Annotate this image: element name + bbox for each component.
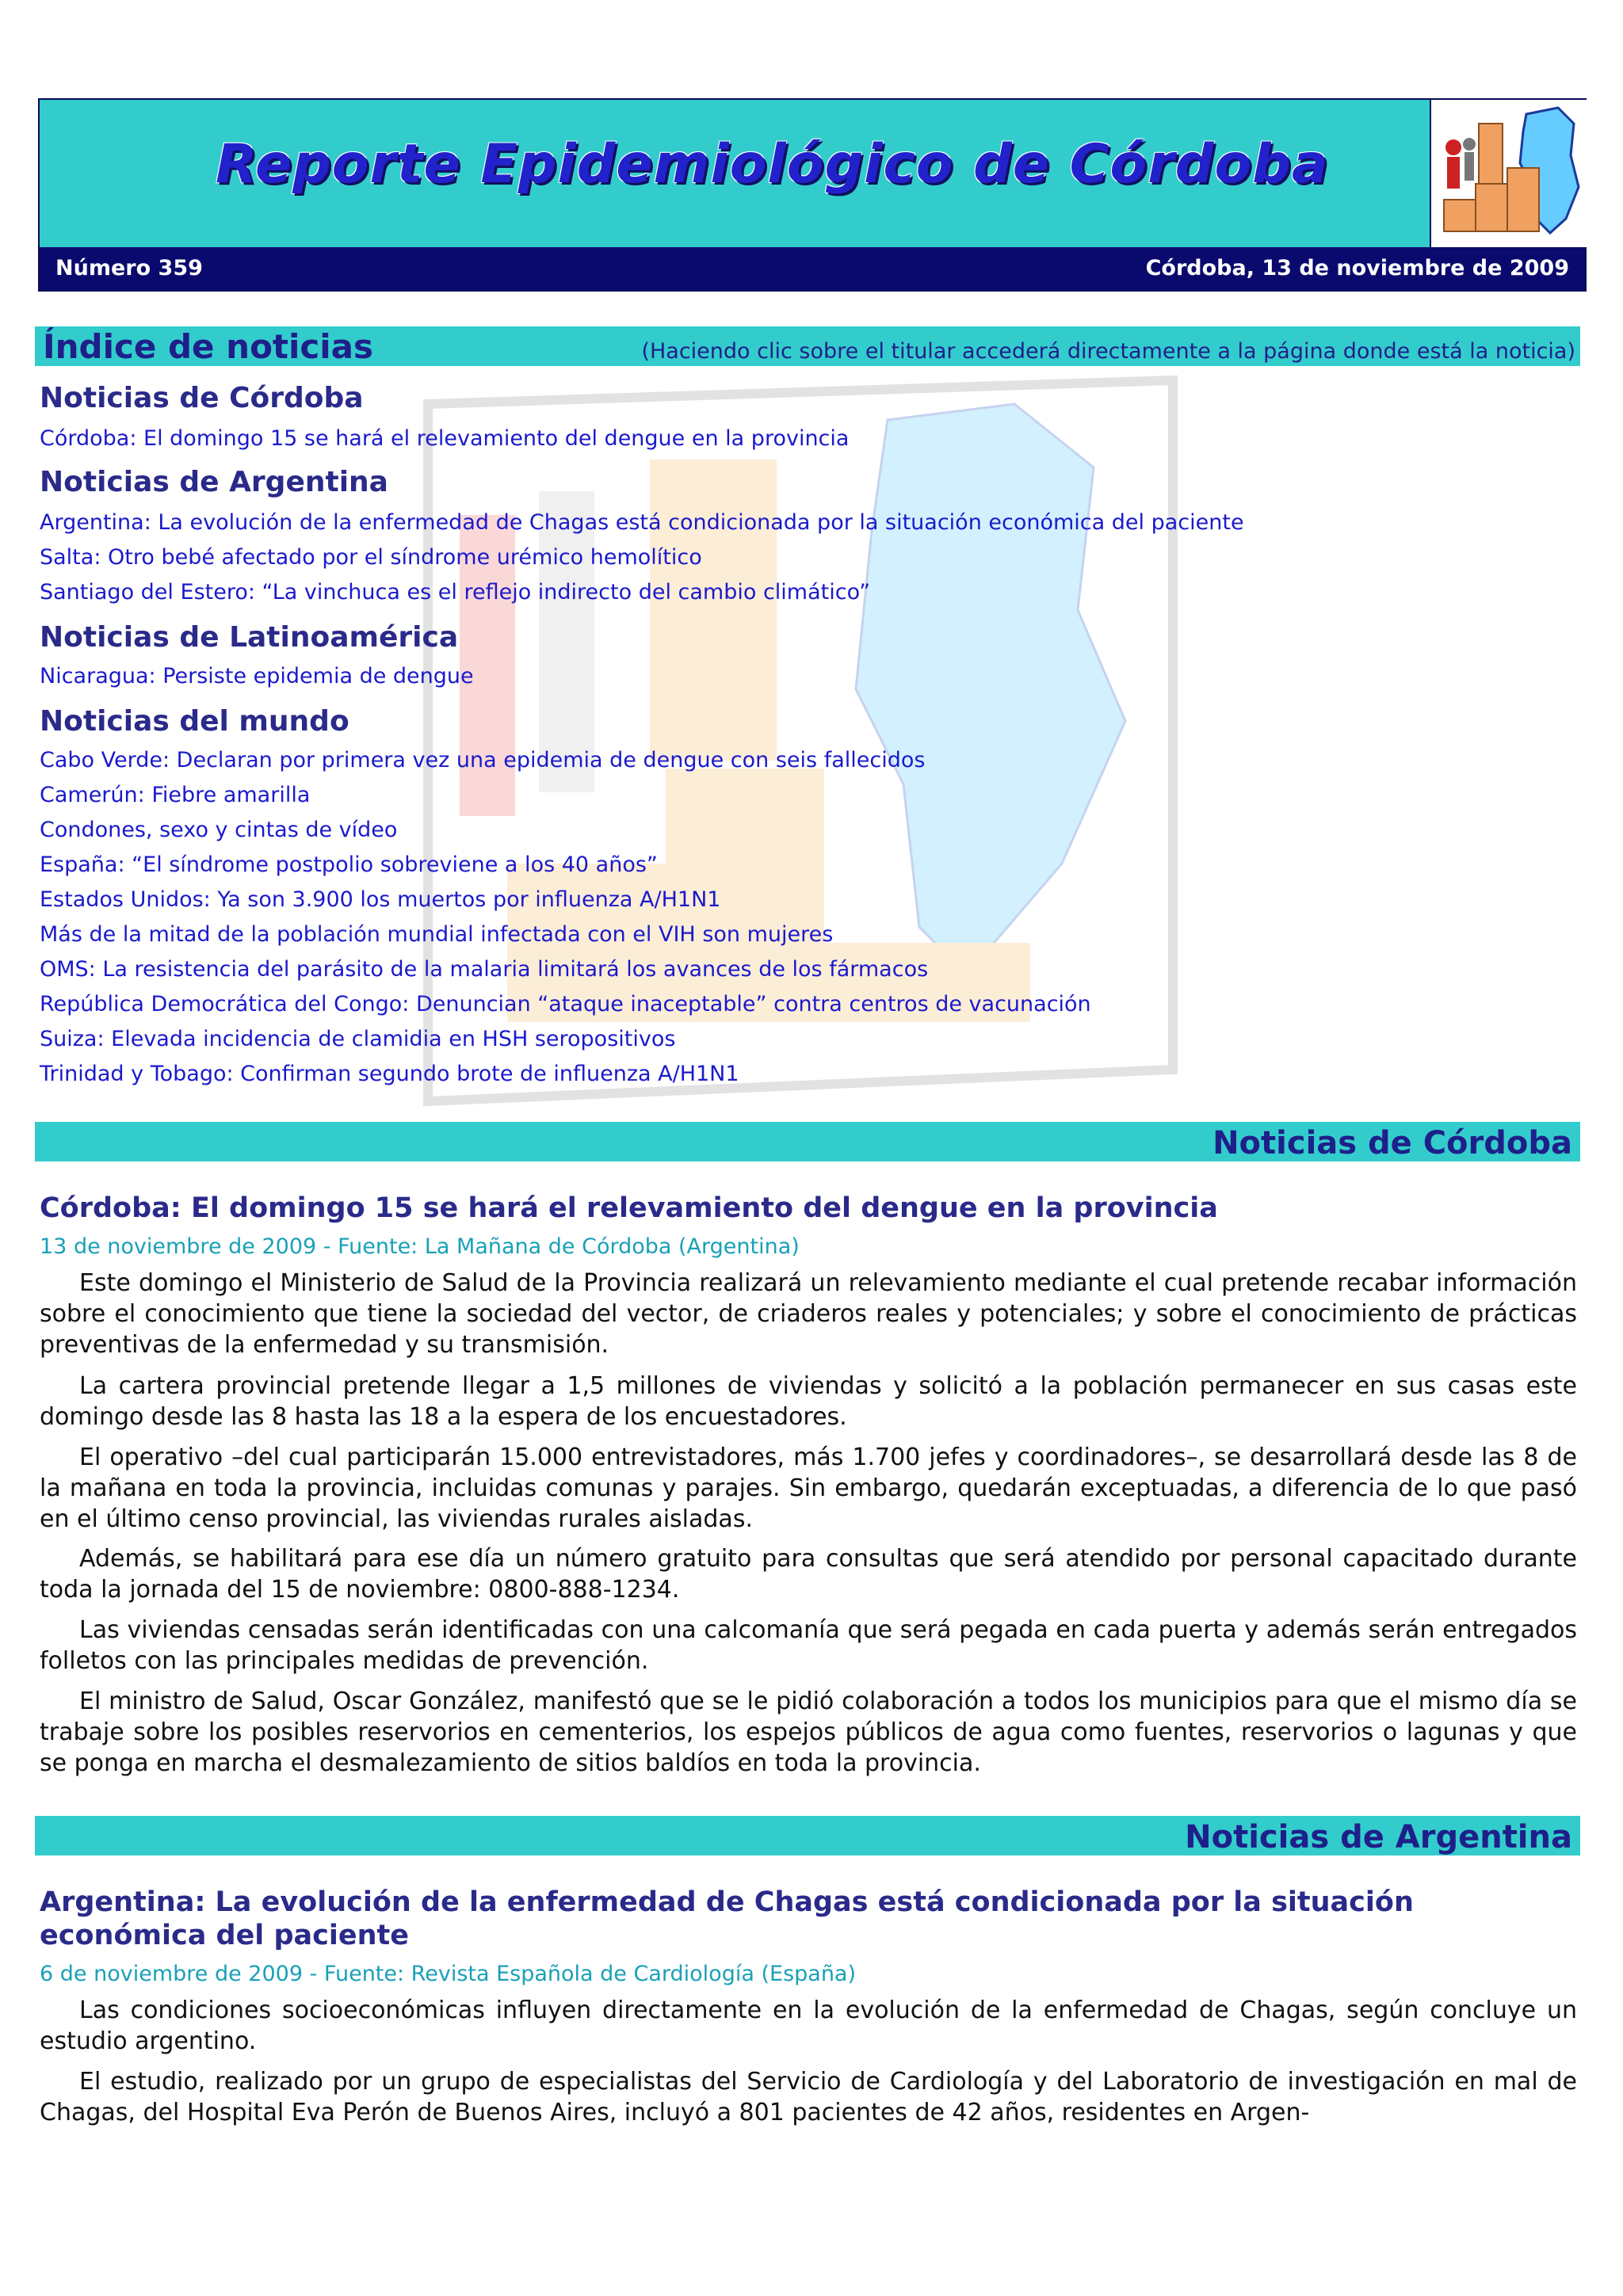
index-link[interactable]: Cabo Verde: Declaran por primera vez una epidemia de dengue con seis fallecidos <box>40 748 926 772</box>
index-section-title[interactable]: Noticias de Córdoba <box>40 382 364 414</box>
index-link[interactable]: Argentina: La evolución de la enfermedad de Chagas está condicionada por la situación económica del paciente <box>40 510 1244 535</box>
article-meta: 13 de noviembre de 2009 - Fuente: La Mañana de Córdoba (Argentina) <box>40 1234 800 1259</box>
article-paragraph: El operativo –del cual participarán 15.000 entrevistadores, más 1.700 jefes y coordinadores–, se desarrollará desde las 8 de la mañana en toda la provincia, incluidas comunas y parajes. Sin embargo, quedarán exceptuadas, a diferencia de lo que pasó en el último censo provincial, las viviendas rurales aisladas. <box>40 1444 1577 1533</box>
index-section-title[interactable]: Noticias de Argentina <box>40 466 388 498</box>
section-bar-argentina <box>35 1816 1580 1855</box>
section-title: Noticias de Córdoba <box>1212 1125 1572 1161</box>
report-logo-icon <box>1430 100 1587 247</box>
index-link[interactable]: Nicaragua: Persiste epidemia de dengue <box>40 664 474 688</box>
index-header <box>35 326 1580 366</box>
report-title: Reporte Epidemiológico de Córdoba <box>216 133 1329 196</box>
report-header <box>38 98 1587 292</box>
index-link[interactable]: Santiago del Estero: “La vinchuca es el reflejo indirecto del cambio climático” <box>40 580 871 605</box>
index-link[interactable]: Trinidad y Tobago: Confirman segundo brote de influenza A/H1N1 <box>40 1062 739 1086</box>
article-paragraph: Las condiciones socioeconómicas influyen directamente en la evolución de la enfermedad de Chagas, según concluye un estudio argentino. <box>40 1997 1577 2055</box>
index-link[interactable]: Camerún: Fiebre amarilla <box>40 783 311 807</box>
article-title: Argentina: La evolución de la enfermedad de Chagas está condicionada por la situación económica del paciente <box>40 1886 1414 1951</box>
index-link[interactable]: Estados Unidos: Ya son 3.900 los muertos por influenza A/H1N1 <box>40 887 721 912</box>
index-link[interactable]: España: “El síndrome postpolio sobreviene a los 40 años” <box>40 852 658 877</box>
index-link[interactable]: Salta: Otro bebé afectado por el síndrome urémico hemolítico <box>40 545 702 570</box>
article-paragraph: Este domingo el Ministerio de Salud de la Provincia realizará un relevamiento mediante el cual pretende recabar información sobre el conocimiento que tiene la sociedad del vector, de criaderos reales y potenciales; y sobre el conocimiento de prácticas preventivas de la enfermedad y su transmisión. <box>40 1269 1577 1359</box>
index-section-title[interactable]: Noticias del mundo <box>40 705 349 738</box>
section-title: Noticias de Argentina <box>1185 1819 1572 1855</box>
index-note: (Haciendo clic sobre el titular accederá directamente a la página donde está la noticia) <box>641 339 1575 364</box>
index-link[interactable]: Condones, sexo y cintas de vídeo <box>40 818 398 842</box>
index-link[interactable]: Más de la mitad de la población mundial infectada con el VIH son mujeres <box>40 922 834 947</box>
article-paragraph: Las viviendas censadas serán identificadas con una calcomanía que será pegada en cada puerta y además serán entregados folletos con las principales medidas de prevención. <box>40 1616 1577 1675</box>
article-meta: 6 de noviembre de 2009 - Fuente: Revista Española de Cardiología (España) <box>40 1962 857 1986</box>
section-bar-cordoba <box>35 1122 1580 1161</box>
issue-bar <box>40 247 1585 290</box>
article-title: Córdoba: El domingo 15 se hará el relevamiento del dengue en la provincia <box>40 1192 1218 1224</box>
index-title: Índice de noticias <box>43 327 374 366</box>
index-link[interactable]: Suiza: Elevada incidencia de clamidia en HSH seropositivos <box>40 1027 676 1051</box>
article-paragraph: Además, se habilitará para ese día un número gratuito para consultas que será atendido por personal capacitado durante toda la jornada del 15 de noviembre: 0800-888-1234. <box>40 1545 1577 1604</box>
issue-number: Número 359 <box>55 256 203 280</box>
index-link[interactable]: OMS: La resistencia del parásito de la malaria limitará los avances de los fármacos <box>40 957 929 982</box>
index-link[interactable]: Córdoba: El domingo 15 se hará el relevamiento del dengue en la provincia <box>40 426 850 451</box>
issue-date: Córdoba, 13 de noviembre de 2009 <box>1145 256 1569 280</box>
article-paragraph: La cartera provincial pretende llegar a 1,5 millones de viviendas y solicitó a la población permanecer en sus casas este domingo desde las 8 hasta las 18 a la espera de los encuestadores. <box>40 1372 1577 1431</box>
index-link[interactable]: República Democrática del Congo: Denuncian “ataque inaceptable” contra centros de vacunación <box>40 992 1091 1016</box>
index-section-title[interactable]: Noticias de Latinoamérica <box>40 621 459 654</box>
article-paragraph: El ministro de Salud, Oscar González, manifestó que se le pidió colaboración a todos los municipios para que el mismo día se trabaje sobre los posibles reservorios en cementerios, los espejos públicos de agua como fuentes, reservorios o lagunas y que se ponga en marcha el desmalezamiento de sitios baldíos en toda la provincia. <box>40 1688 1577 1777</box>
article-paragraph: El estudio, realizado por un grupo de especialistas del Servicio de Cardiología y del Laboratorio de investigación en mal de Chagas, del Hospital Eva Perón de Buenos Aires, incluyó a 801 pacientes de 42 años, residentes en Argen- <box>40 2068 1577 2126</box>
